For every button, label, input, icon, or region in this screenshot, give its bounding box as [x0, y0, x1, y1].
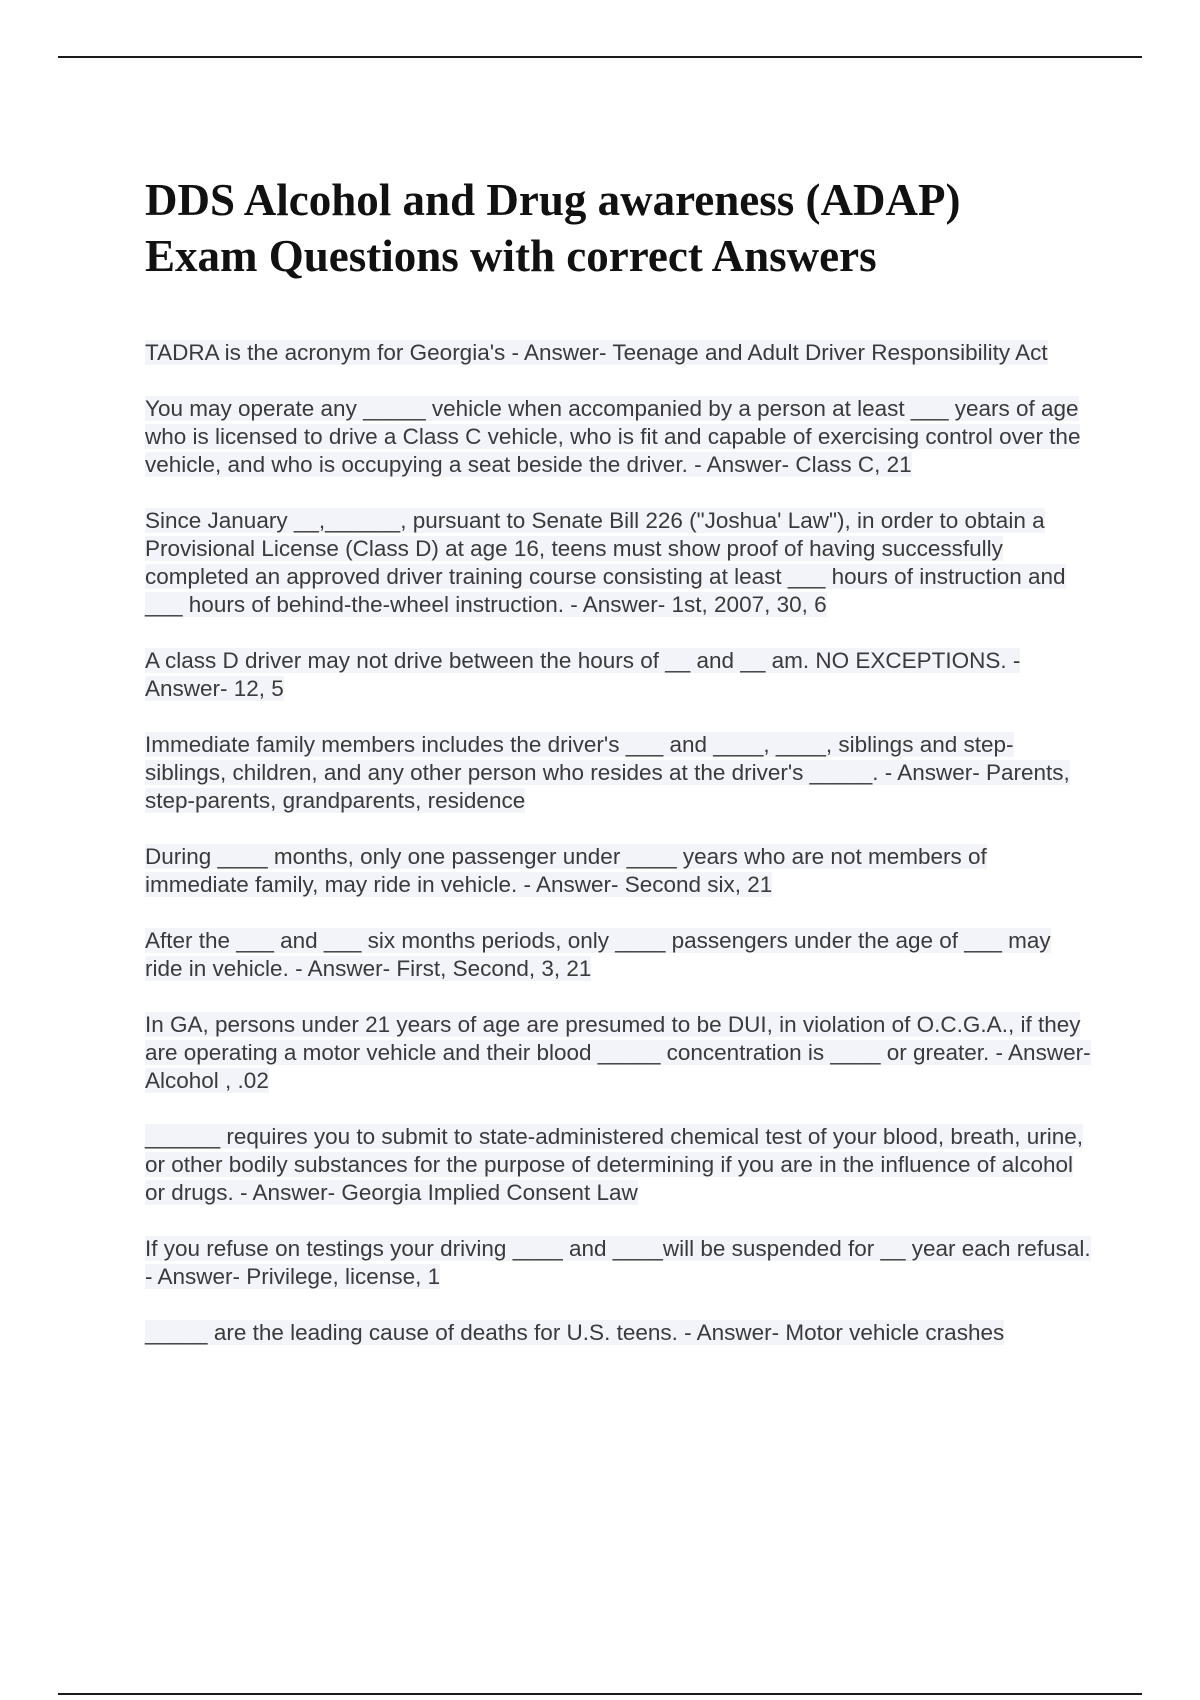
qa-item: [145, 507, 1091, 619]
qa-text: You may operate any _____ vehicle when accompanied by a person at least ___ years of age who is licensed to drive a Class C vehicle, who is fit and capable of exercising control over the vehicle, and who is occupying a seat beside the driver. - Answer- Class C, 21: [145, 396, 1081, 477]
qa-text: A class D driver may not drive between the hours of __ and __ am. NO EXCEPTIONS. - Answer- 12, 5: [145, 648, 1021, 701]
qa-item: [145, 339, 1091, 367]
qa-item: [145, 843, 1091, 899]
qa-text: If you refuse on testings your driving ____ and ____will be suspended for __ year each refusal. - Answer- Privilege, license, 1: [145, 1236, 1091, 1289]
qa-item: [145, 731, 1091, 815]
qa-item: [145, 927, 1091, 983]
qa-text: TADRA is the acronym for Georgia's - Answer- Teenage and Adult Driver Responsibility Act: [145, 340, 1048, 365]
title-line-1: DDS Alcohol and Drug awareness (ADAP): [145, 175, 961, 225]
qa-text: After the ___ and ___ six months periods, only ____ passengers under the age of ___ may ride in vehicle. - Answer- First, Second, 3, 21: [145, 928, 1051, 981]
qa-text: During ____ months, only one passenger under ____ years who are not members of immediate family, may ride in vehicle. - Answer- Second six, 21: [145, 844, 987, 897]
qa-item: [145, 1011, 1091, 1095]
header-rule: [58, 56, 1142, 58]
qa-item: [145, 395, 1091, 479]
qa-text: _____ are the leading cause of deaths for U.S. teens. - Answer- Motor vehicle crashes: [145, 1320, 1005, 1345]
qa-item: [145, 647, 1091, 703]
title-line-2: Exam Questions with correct Answers: [145, 231, 877, 281]
qa-text: Immediate family members includes the driver's ___ and ____, ____, siblings and step-siblings, children, and any other person who resides at the driver's _____. - Answer- Parents, step-parents, grandparents, residence: [145, 732, 1070, 813]
page-title: [145, 172, 1105, 284]
qa-item: [145, 1123, 1091, 1207]
qa-text: ______ requires you to submit to state-administered chemical test of your blood, breath, urine, or other bodily substances for the purpose of determining if you are in the influence of alcohol or drugs. - Answer- Georgia Implied Consent Law: [145, 1124, 1084, 1205]
footer-rule: [58, 1693, 1142, 1695]
qa-item: [145, 1319, 1091, 1347]
qa-text: In GA, persons under 21 years of age are presumed to be DUI, in violation of O.C.G.A., if they are operating a motor vehicle and their blood _____ concentration is ____ or greater. - Answer- Alcohol , .02: [145, 1012, 1091, 1093]
qa-item: [145, 1235, 1091, 1291]
qa-text: Since January __,______, pursuant to Senate Bill 226 ("Joshua' Law"), in order to obtain a Provisional License (Class D) at age 16, teens must show proof of having successfully completed an approved driver training course consisting at least ___ hours of instruction and ___ hours of behind-the-wheel instruction. - Answer- 1st, 2007, 30, 6: [145, 508, 1066, 617]
qa-list: [145, 339, 1091, 1375]
